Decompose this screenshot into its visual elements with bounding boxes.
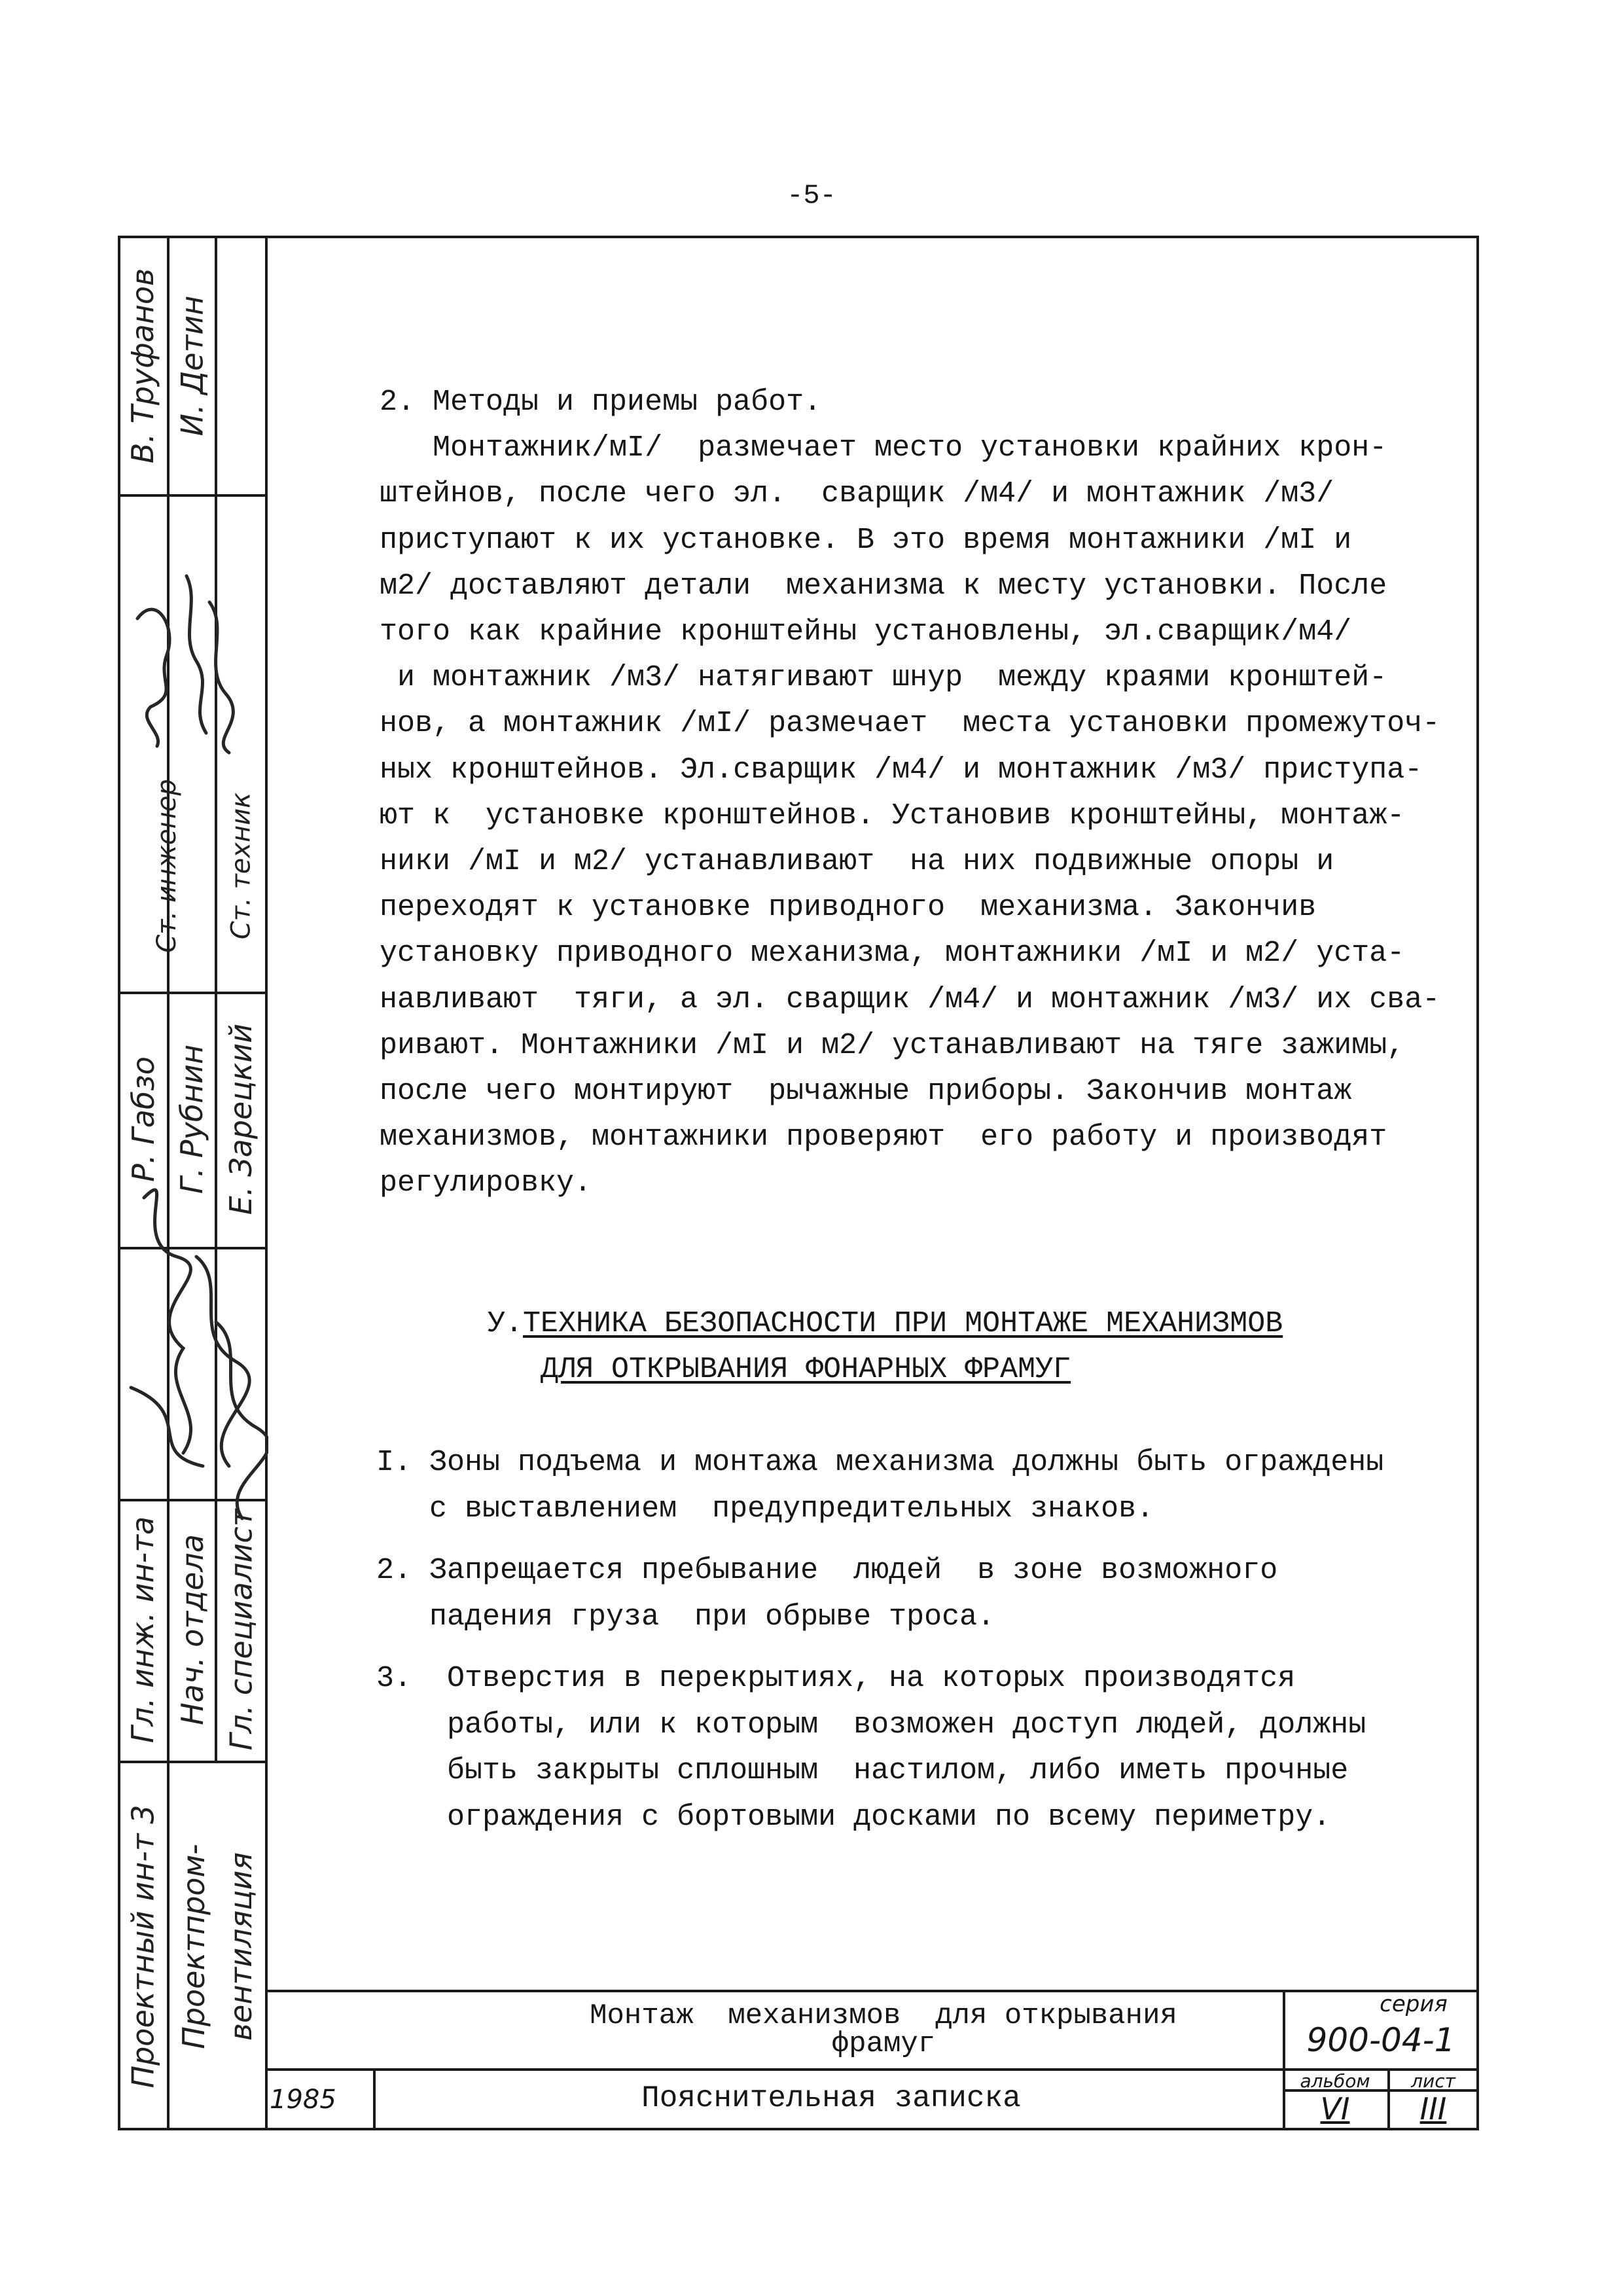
list-item-line: I. Зоны подъема и монтажа механизма должны быть ограждены [376,1446,1384,1479]
signatures-graphic [118,236,268,1764]
stamp-name: И. Детин [174,295,210,436]
body-line: 2. Методы и приемы работ. [380,386,822,419]
stamp-position: Гл. специалист [223,1509,259,1751]
album-value: VI [1320,2091,1350,2126]
section-title-line2: ДЛЯ ОТКРЫВАНИЯ ФОНАРНЫХ ФРАМУГ [541,1353,1071,1386]
org-name: вентиляция [223,1852,259,2041]
body-line: Монтажник/мI/ размечает место установки крайних крон- [380,431,1387,465]
stamp-position: Гл. инж. ин-та [125,1516,161,1744]
list-item-line: с выставлением предупредительных знаков. [376,1492,1154,1526]
body-line: ных кронштейнов. Эл.сварщик /м4/ и монтажник /м3/ приступа- [380,753,1423,787]
sheet-value: III [1419,2091,1447,2126]
title-block-title: Монтаж механизмов для открывания [590,2000,1177,2032]
list-item [376,1656,1482,1840]
body-line: после чего монтируют рычажные приборы. Закончив монтаж [380,1075,1352,1109]
list-item-line: ограждения с бортовыми досками по всему периметру. [376,1800,1331,1834]
list-item [376,1548,1482,1640]
stamp-cell [169,1763,217,2130]
list-item-line: быть закрыты сплошным настилом, либо иметь прочные [376,1754,1349,1787]
body-line: регулировку. [380,1166,592,1200]
body-line: того как крайние кронштейны установлены, эл.сварщик/м4/ [380,615,1352,649]
body-line: ривают. Монтажники /мI и м2/ устанавливают на тяге зажимы, [380,1028,1405,1062]
sheet-label: лист [1411,2070,1455,2092]
title-block-year: 1985 [270,2085,336,2115]
stamp-name: Р. Габзо [125,1056,161,1182]
body-line: механизмов, монтажники проверяют его работу и производят [380,1121,1387,1155]
page-number: -5- [787,180,836,211]
body-text [380,380,1492,1207]
body-line: нов, а монтажник /мI/ размечает места установки промежуточ- [380,707,1440,741]
stamp-cell [119,1763,167,2130]
body-line: м2/ доставляют детали механизма к месту установки. После [380,569,1387,603]
body-line: установку приводного механизма, монтажники /мI и м2/ уста- [380,937,1405,971]
section-title: ТЕХНИКА БЕЗОПАСНОСТИ ПРИ МОНТАЖЕ МЕХАНИЗМОВ [523,1307,1283,1340]
body-line: приступают к их установке. В это время монтажники /мI и [380,523,1352,557]
list-item-line: 2. Запрещается пребывание людей в зоне возможного [376,1554,1278,1587]
body-line: и монтажник /м3/ натягивают шнур между краями кронштей- [380,661,1387,695]
title-block-line [373,2068,376,2130]
stamp-position: Ст. техник [226,792,257,939]
stamp-cell [217,1763,265,2130]
title-block-title-line2: фрамуг [831,2028,936,2060]
list-item [376,1440,1482,1532]
body-line: навливают тяги, а эл. сварщик /м4/ и монтажник /м3/ их сва- [380,982,1440,1016]
series-value: 900-04-1 [1306,2021,1455,2059]
body-line: ники /мI и м2/ устанавливают на них подвижные опоры и [380,845,1334,879]
list-item-line: падения груза при обрыве троса. [376,1600,995,1634]
safety-items [376,1440,1482,1840]
list-item-line: работы, или к которым возможен доступ людей, должны [376,1708,1366,1742]
stamp-name: Е. Зарецкий [223,1023,259,1215]
org-name: Проектпром- [175,1844,211,2049]
body-line: переходят к установке приводного механизма. Закончив [380,891,1317,925]
org-name: Проектный ин-т 3 [125,1804,161,2089]
list-item-line: 3. Отверстия в перекрытиях, на которых производятся [376,1662,1296,1695]
body-line: ют к установке кронштейнов. Установив кронштейны, монтаж- [380,798,1405,833]
body-line: штейнов, после чего эл. сварщик /м4/ и монтажник /м3/ [380,477,1334,511]
section-number: У. [488,1307,524,1340]
stamp-name: Г. Рубнин [174,1044,210,1194]
title-block-line [265,1990,1479,1992]
title-block-subtitle: Пояснительная записка [641,2081,1021,2115]
album-label: альбом [1300,2070,1370,2092]
section-heading [488,1301,1404,1393]
stamp-position: Ст. инженер [152,778,183,953]
stamp-name: В. Труфанов [125,268,161,463]
stamp-position: Нач. отдела [174,1534,210,1725]
series-label: серия [1380,1991,1448,2017]
